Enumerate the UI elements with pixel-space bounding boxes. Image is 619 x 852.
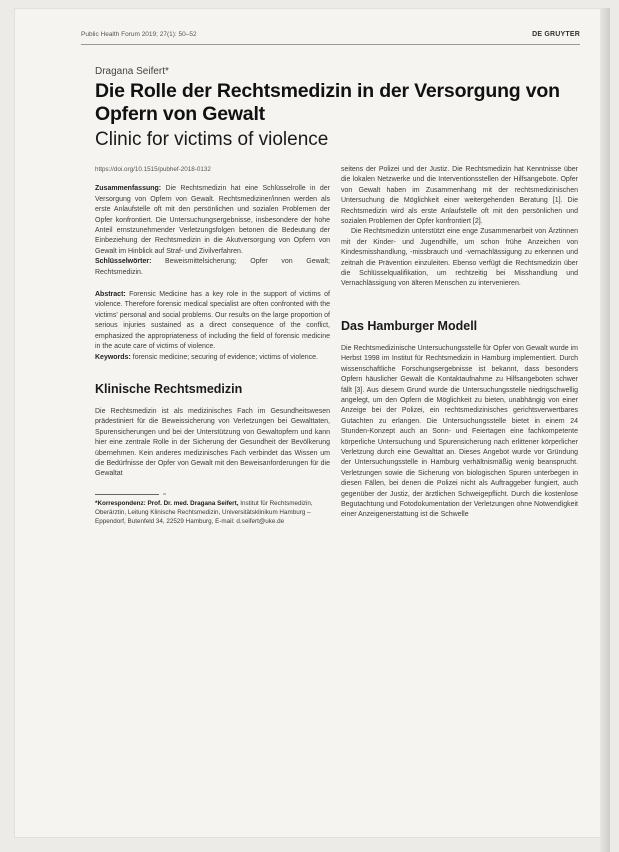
section-heading-klinische-rechtsmedizin: Klinische Rechtsmedizin: [95, 381, 243, 396]
zusammenfassung-label: Zusammenfassung:: [95, 185, 162, 193]
running-header: [81, 29, 580, 39]
header-divider: [81, 44, 580, 45]
journal-reference: Public Health Forum 2019; 27(1): 50–52: [81, 30, 197, 38]
correspondence-text: Institut für Rechtsmedizin, Oberärztin, Leitung Klinische Rechtsmedizin, Universitätsklinikum Hamburg – Eppendorf, Butenfeld 34, 22529 Hamburg, E-mail: d.seifert@uke.de: [95, 499, 313, 526]
schluesselwoerter-text: Beweismittelsicherung; Opfer von Gewalt; Rechtsmedizin.: [95, 258, 330, 276]
klinische-paragraph: Die Rechtsmedizin ist als medizinisches Fach im Gesundheitswesen prädestiniert für die Beweissicherung von Verletzungen bei Gewalttaten, Spurensicherungen und bei der Unterstützung von Gewaltopfern und kann hier eine zentrale Rolle in der Sicherung der Gesundheit der Bevölkerung übernehmen. Kein anderes medizinisches Fach verbindet das Wissen um die Bedürfnisse der Opfer von Gewalt mit den Beweisanforderungen für die Gewaltat: [95, 407, 330, 478]
abstract-text: Forensic Medicine has a key role in the support of victims of violence. Therefore forensic medical specialist are often confronted with the victims' personal and social problems. Our results on the large proportion of serious injuries sustained as a direct consequence of the conflict, emphasized the appropriateness of including the field of forensic medicine in the acute care of victims of violence.: [95, 291, 330, 351]
correspondence-label: *Korrespondenz: Prof. Dr. med. Dragana Seifert,: [95, 499, 239, 507]
doi-link[interactable]: https://doi.org/10.1515/pubhef-2018-0132: [95, 166, 211, 173]
article-title-english: Clinic for victims of violence: [95, 129, 329, 150]
page-edge-shadow: [600, 8, 610, 852]
keywords-text: forensic medicine; securing of evidence; victims of violence.: [132, 353, 318, 361]
abstract-paragraph: [95, 290, 330, 352]
scan-speck: [163, 493, 166, 495]
zusammenfassung-paragraph: [95, 184, 330, 257]
correspondence-footnote: [95, 499, 330, 527]
schluesselwoerter-label: Schlüsselwörter:: [95, 258, 152, 266]
article-title-german: Die Rolle der Rechtsmedizin in der Versorgung von Opfern von Gewalt: [95, 80, 560, 125]
section-heading-hamburger-modell: Das Hamburger Modell: [341, 318, 478, 333]
zusammenfassung-text: Die Rechtsmedizin hat eine Schlüsselrolle in der Versorgung von Opfern von Gewalt. Rechtsmediziner/innen werden als erste Anlaufstelle oft mit den persönlichen und sozialen Problemen der Opfer konfrontiert. Die Untersuchungsergebnisse, insbesondere der hohe Anteil ernstzunehmender Verletzungsfolgen betonen die Bedeutung der Einbeziehung der Rechtsmedizin in die Akutversorgung von Opfern von Gewalt im Hinblick auf Straf- und Zivilverfahren.: [95, 185, 331, 255]
left-column: [95, 165, 330, 526]
schluesselwoerter-paragraph: [95, 257, 330, 278]
right-paragraph-2: Die Rechtsmedizin unterstützt eine enge Zusammenarbeit von Ärztinnen mit der Kinder- und Jugendhilfe, um schon frühe Anzeichen von Kindesmisshandlung, -missbrauch und -vernachlässigung zu erkennen und zeitnah die Prävention einzuleiten. Ebenso verfügt die Rechtsmedizin über die Schlüsselqualifikation, um rechtzeitig bei Misshandlung und Vernachlässigung von älteren Menschen zu intervenieren.: [341, 228, 578, 288]
footnote-divider: [95, 494, 159, 495]
keywords-paragraph: [95, 353, 330, 363]
author-name: Dragana Seifert*: [95, 66, 169, 77]
abstract-label: Abstract:: [95, 291, 126, 299]
right-paragraph-3: Die Rechtsmedizinische Untersuchungsstelle für Opfer von Gewalt wurde im Herbst 1998 im Institut für Rechtsmedizin in Hamburg implementiert. Durch wissenschaftliche Forschungsergebnisse ist bekannt, dass besonders Opfern häuslicher Gewalt die Kontaktaufnahme zu Hilfsangeboten schwer fällt [3]. Aus diesem Grund wurde die Untersuchungsstelle niedrigschwellig angelegt, um den Opfern die Möglichkeit zu bieten, unabhängig von einer Anzeige bei der Polizei, ein rechtsmedizinisches gerichtsverwertbares Gutachten zu erlangen. Die Untersuchungsstelle bietet in einem 24 Stunden-Konzept auch an Sonn- und Feiertagen eine fachkompetente körperliche Untersuchung und Spurensicherung nach erlittener körperlicher Verletzung durch eine Gewalttat an. Dieses Angebot wurde vor Gründung der Untersuchungsstelle in Hamburg verhältnismäßig wenig beansprucht. Verletzungen sowie die Sicherung von biologischen Spuren unterbegen in diesen Fällen, bei denen die Polizei nicht als Auftraggeber fungiert, auch gegenüber der Justiz, der ärztlichen Schweigepflicht. Durch die kostenlose Begutachtung und Fotodokumentation der Verletzungen ohne Notwendigkeit einer Anzeigenerstattung ist die Schwelle: [341, 344, 579, 519]
right-column: [341, 165, 578, 521]
keywords-label: Keywords:: [95, 353, 131, 361]
right-paragraph-1: seitens der Polizei und der Justiz. Die Rechtsmedizin hat Kenntnisse über die lokalen Netzwerke und die Interventionsstellen der Hilfsangebote. Opfer von Gewalt haben im Zusammenhang mit der rechtsmedizinischen Untersuchung die Möglichkeit einer weitergehenden Beratung [1]. Die Rechtsmedizin wird als erste Anlaufstelle oft mit den persönlichen und sozialen Problemen der Opfer konfrontiert [2].: [341, 166, 578, 226]
publisher-name: DE GRUYTER: [532, 30, 580, 38]
